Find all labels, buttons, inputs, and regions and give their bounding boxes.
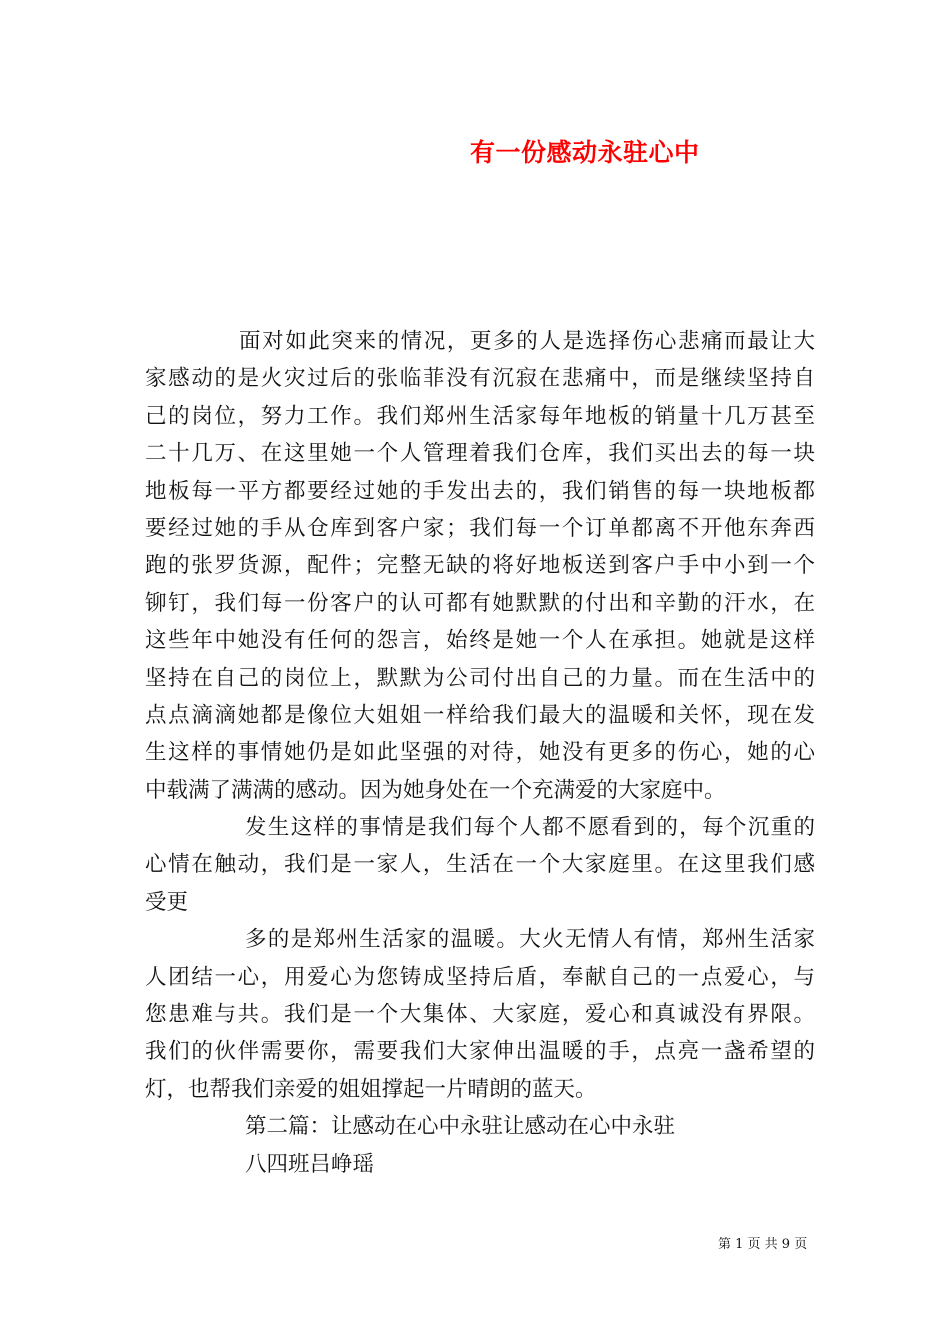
text-line: 坚持在自己的岗位上，默默为公司付出自己的力量。而在生活中的: [145, 665, 815, 691]
text-line: 跑的张罗货源，配件；完整无缺的将好地板送到客户手中小到一个: [145, 553, 815, 579]
text-line: 灯，也帮我们亲爱的姐姐撑起一片晴朗的蓝天。: [145, 1076, 597, 1102]
text-line: 这些年中她没有任何的怨言，始终是她一个人在承担。她就是这样: [145, 628, 815, 654]
text-line: 面对如此突来的情况，更多的人是选择伤心悲痛而最让大: [239, 329, 815, 354]
text-line: 人团结一心，用爱心为您铸成坚持后盾，奉献自己的一点爱心，与: [145, 964, 815, 990]
document-body: [145, 323, 815, 1183]
text-line: 心情在触动，我们是一家人，生活在一个大家庭里。在这里我们感: [145, 852, 815, 878]
text-line: 发生这样的事情是我们每个人都不愿看到的，每个沉重的: [245, 815, 815, 841]
text-line: 受更: [145, 889, 189, 915]
text-line: 点点滴滴她都是像位大姐姐一样给我们最大的温暖和关怀，现在发: [145, 702, 815, 728]
text-line: 二十几万、在这里她一个人管理着我们仓库，我们买出去的每一块: [145, 441, 815, 467]
text-line: 己的岗位，努力工作。我们郑州生活家每年地板的销量十几万甚至: [145, 403, 815, 429]
text-line: 铆钉，我们每一份客户的认可都有她默默的付出和辛勤的汗水，在: [145, 590, 815, 616]
document-title: 有一份感动永驻心中: [470, 138, 700, 167]
text-line: 家感动的是火灾过后的张临菲没有沉寂在悲痛中，而是继续坚持自: [145, 366, 815, 392]
text-line: 要经过她的手从仓库到客户家；我们每一个订单都离不开他东奔西: [145, 515, 815, 541]
chapter-heading: 第二篇：让感动在心中永驻让感动在心中永驻: [245, 1114, 676, 1140]
text-line: 地板每一平方都要经过她的手发出去的，我们销售的每一块地板都: [145, 478, 815, 504]
text-line: 多的是郑州生活家的温暖。大火无情人有情，郑州生活家: [245, 927, 815, 953]
text-line: 我们的伙伴需要你，需要我们大家伸出温暖的手，点亮一盏希望的: [145, 1039, 815, 1065]
text-line: 中载满了满满的感动。因为她身处在一个充满爱的大家庭中。: [145, 777, 726, 803]
text-line: 您患难与共。我们是一个大集体、大家庭，爱心和真诚没有界限。: [145, 1002, 815, 1028]
page-number-footer: 第 1 页 共 9 页: [718, 1237, 808, 1252]
author-line: 八四班吕峥瑶: [245, 1151, 375, 1177]
text-line: 生这样的事情她仍是如此坚强的对待，她没有更多的伤心，她的心: [145, 740, 815, 766]
